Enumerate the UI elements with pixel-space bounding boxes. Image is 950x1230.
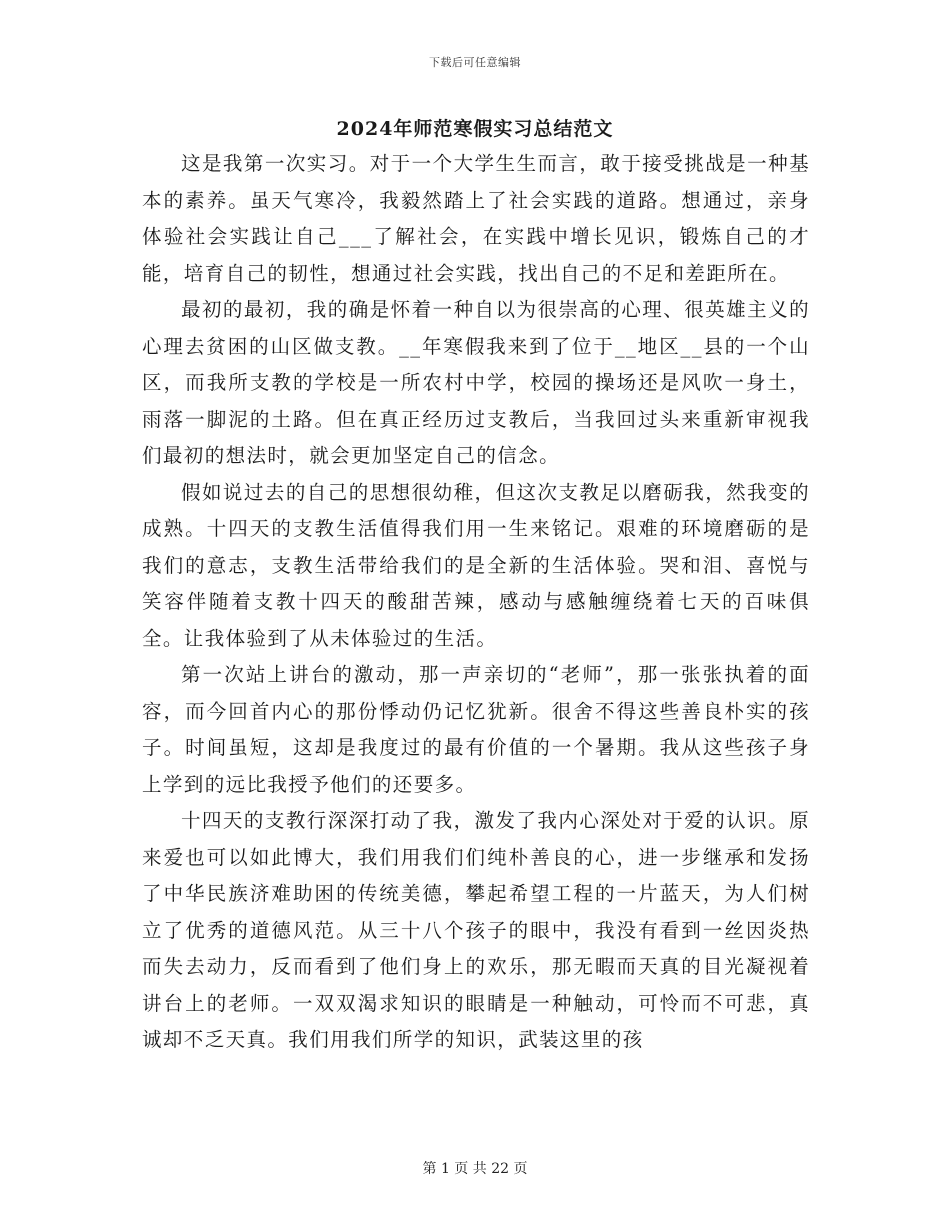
- header-note: 下载后可任意编辑: [429, 56, 521, 69]
- document-title: 2024年师范寒假实习总结范文: [336, 118, 614, 140]
- paragraph: 这是我第一次实习。对于一个大学生生而言，敢于接受挑战是一种基本的素养。虽天气寒冷，我毅然踏上了社会实践的道路。想通过，亲身体验社会实践让自己___了解社会，在实践中增长见识，锻炼自己的才能，培育自己的韧性，想通过社会实践，找出自己的不足和差距所在。: [142, 152, 810, 285]
- document-body: [142, 146, 810, 1059]
- page-number: 第 1 页 共 22 页: [422, 1161, 528, 1177]
- paragraph: 最初的最初，我的确是怀着一种自以为很崇高的心理、很英雄主义的心理去贫困的山区做支教。__年寒假我来到了位于__地区__县的一个山区，而我所支教的学校是一所农村中学，校园的操场还是风吹一身土，雨落一脚泥的土路。但在真正经历过支教后，当我回过头来重新审视我们最初的想法时，就会更加坚定自己的信念。: [142, 298, 810, 467]
- paragraph: 假如说过去的自己的思想很幼稚，但这次支教足以磨砺我，然我变的成熟。十四天的支教生活值得我们用一生来铭记。艰难的环境磨砺的是我们的意志，支教生活带给我们的是全新的生活体验。哭和泪、喜悦与笑容伴随着支教十四天的酸甜苦辣，感动与感触缠绕着七天的百味俱全。让我体验到了从未体验过的生活。: [142, 480, 810, 650]
- paragraph: 十四天的支教行深深打动了我，激发了我内心深处对于爱的认识。原来爱也可以如此博大，我们用我们们纯朴善良的心，进一步继承和发扬了中华民族济难助困的传统美德，攀起希望工程的一片蓝天，为人们树立了优秀的道德风范。从三十八个孩子的眼中，我没有看到一丝因炎热而失去动力，反而看到了他们身上的欢乐，那无暇而天真的目光凝视着讲台上的老师。一双双渴求知识的眼睛是一种触动，可怜而不可悲，真诚却不乏天真。我们用我们所学的知识，武装这里的孩: [142, 809, 810, 1051]
- paragraph: 第一次站上讲台的激动，那一声亲切的“老师”，那一张张执着的面容，而今回首内心的那份悸动仍记忆犹新。很舍不得这些善良朴实的孩子。时间虽短，这却是我度过的最有价值的一个暑期。我从这些孩子身上学到的远比我授予他们的还要多。: [142, 663, 810, 796]
